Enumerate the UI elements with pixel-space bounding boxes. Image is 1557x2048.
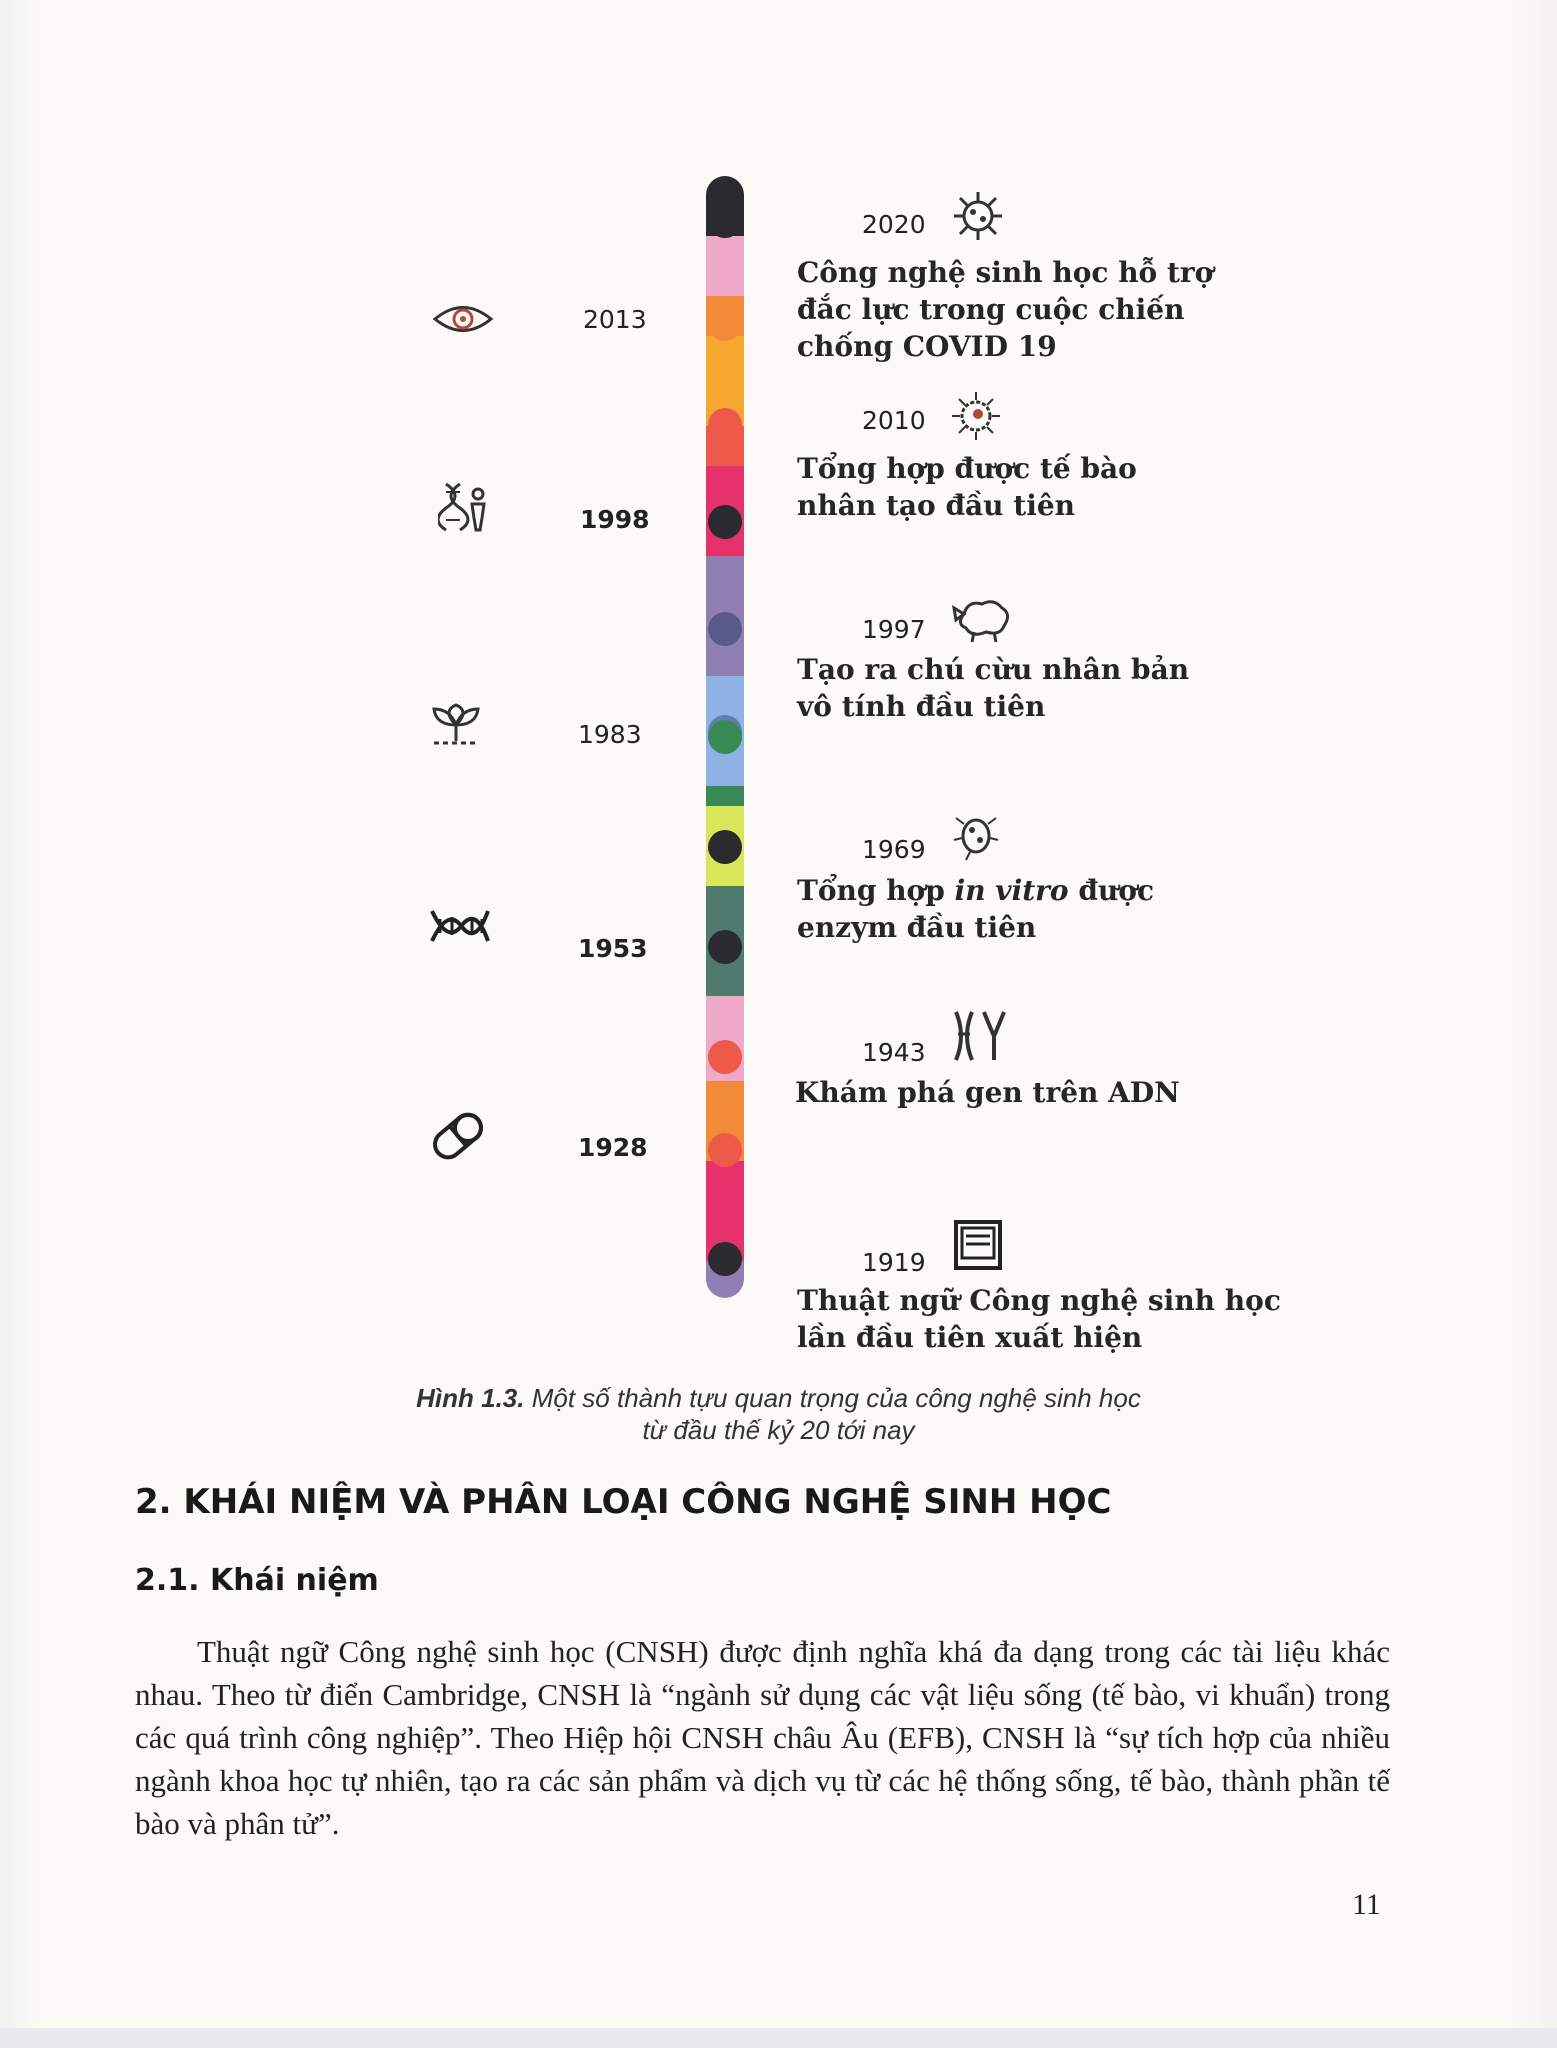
event-description xyxy=(797,254,1213,365)
timeline-dot xyxy=(708,204,742,238)
book-icon xyxy=(952,1218,1004,1272)
caption-label: Hình 1.3. xyxy=(416,1383,525,1413)
event-year: 1998 xyxy=(580,505,650,534)
timeline-dot xyxy=(708,830,742,864)
figure-caption xyxy=(200,1382,1357,1446)
event-year: 2013 xyxy=(583,305,647,334)
caption-line: từ đầu thế kỷ 20 tới nay xyxy=(642,1415,915,1445)
timeline-dot xyxy=(708,930,742,964)
event-description xyxy=(797,1282,1281,1356)
event-description xyxy=(797,651,1189,725)
event-description-line: Công nghệ sinh học hỗ trợ xyxy=(797,256,1214,289)
caption-line xyxy=(200,1382,1357,1414)
plant-icon xyxy=(430,695,482,749)
event-description-text: được xyxy=(1068,874,1154,907)
timeline-dot xyxy=(708,612,742,646)
cell-icon xyxy=(950,390,1002,442)
event-description xyxy=(797,872,1154,946)
timeline-dot xyxy=(708,720,742,754)
event-description-line: lần đầu tiên xuất hiện xyxy=(797,1321,1143,1354)
timeline-segment xyxy=(706,786,744,806)
microbe-icon xyxy=(950,812,1002,864)
event-description-line: Tạo ra chú cừu nhân bản xyxy=(797,653,1190,686)
event-year: 1919 xyxy=(862,1248,926,1277)
timeline-dot xyxy=(708,307,742,341)
timeline-segment xyxy=(706,236,744,296)
event-description-line: Tổng hợp được tế bào xyxy=(797,452,1137,485)
event-description-line: Khám phá gen trên ADN xyxy=(795,1076,1180,1109)
event-year: 1969 xyxy=(862,835,926,864)
sheep-icon xyxy=(950,594,1012,644)
section-heading: 2. KHÁI NIỆM VÀ PHÂN LOẠI CÔNG NGHỆ SINH HỌC xyxy=(135,1482,1112,1522)
event-year: 2010 xyxy=(862,406,926,435)
event-year: 2020 xyxy=(862,210,926,239)
event-year: 1928 xyxy=(578,1133,648,1162)
event-description-line: Thuật ngữ Công nghệ sinh học xyxy=(797,1284,1281,1317)
subsection-heading: 2.1. Khái niệm xyxy=(135,1563,379,1598)
virus-icon xyxy=(950,188,1006,244)
event-description-text: Tổng hợp xyxy=(797,874,955,907)
event-description-line xyxy=(797,872,1154,909)
event-description xyxy=(795,1074,1180,1111)
pill-icon xyxy=(428,1106,488,1166)
event-description-line: vô tính đầu tiên xyxy=(797,690,1046,723)
event-year: 1997 xyxy=(862,615,926,644)
timeline-dot xyxy=(708,1040,742,1074)
timeline-dot xyxy=(708,1242,742,1276)
event-year: 1943 xyxy=(862,1038,926,1067)
event-description-italic: in vitro xyxy=(954,874,1069,907)
event-year: 1983 xyxy=(578,720,642,749)
timeline-dot xyxy=(708,505,742,539)
event-description-line: nhân tạo đầu tiên xyxy=(797,489,1076,522)
body-paragraph: Thuật ngữ Công nghệ sinh học (CNSH) được định nghĩa khá đa dạng trong các tài liệu khác nhau. Theo từ điển Cambridge, CNSH là “ngành sử dụng các vật liệu sống (tế bào, vi khuẩn) trong các quá trình công nghiệp”. Theo Hiệp hội CNSH châu Âu (EFB), CNSH là “sự tích hợp của nhiều ngành khoa học tự nhiên, tạo ra các sản phẩm và dịch vụ từ các hệ thống sống, tế bào, thành phần tế bào và phân tử”. xyxy=(135,1634,1390,1841)
eye-icon xyxy=(432,300,494,338)
timeline-dot xyxy=(708,408,742,442)
event-description-line: đắc lực trong cuộc chiến xyxy=(797,293,1185,326)
timeline-dot xyxy=(708,1133,742,1167)
caption-text: Một số thành tựu quan trọng của công nghệ sinh học xyxy=(524,1383,1141,1413)
page-number: 11 xyxy=(1352,1888,1381,1921)
event-description-line: enzym đầu tiên xyxy=(797,911,1037,944)
chromosome-xy-icon xyxy=(952,1008,1008,1064)
page-bottom-edge xyxy=(0,2028,1557,2048)
event-year: 1953 xyxy=(578,934,648,963)
event-description-line: chống COVID 19 xyxy=(797,330,1057,363)
event-description xyxy=(797,450,1137,524)
dna-helix-icon xyxy=(428,905,492,947)
dna-person-icon xyxy=(438,480,490,532)
